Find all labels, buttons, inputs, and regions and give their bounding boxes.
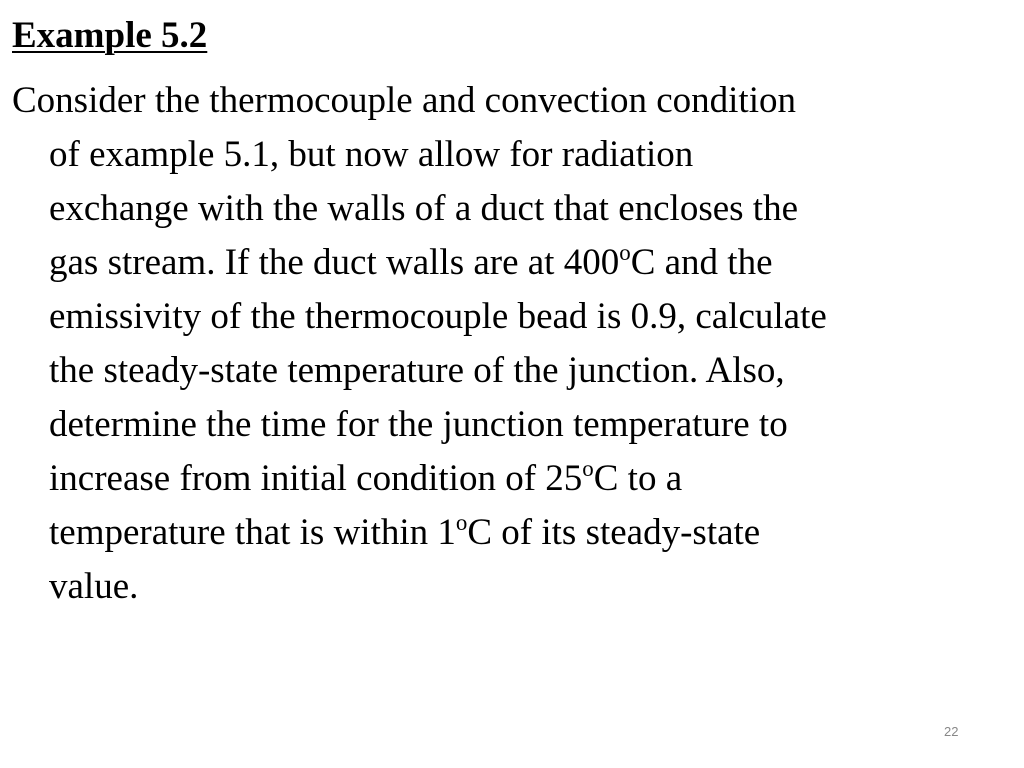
- degree-superscript: o: [455, 509, 468, 535]
- degree-superscript: o: [582, 455, 594, 481]
- text-segment: gas stream. If the duct walls are at 400: [49, 242, 620, 283]
- text-segment: the steady-state temperature of the junction. Also,: [49, 350, 785, 391]
- text-line: [12, 74, 1018, 128]
- page-number: 22: [944, 724, 959, 739]
- text-line: [12, 560, 1018, 614]
- text-segment: C to a: [593, 458, 683, 499]
- text-line: [12, 398, 1018, 452]
- text-segment: value.: [49, 566, 139, 607]
- slide-title: Example 5.2: [12, 15, 208, 56]
- text-segment: C and the: [630, 242, 773, 283]
- degree-superscript: o: [619, 239, 631, 265]
- text-line: [12, 236, 1018, 290]
- text-segment: of example 5.1, but now allow for radiation: [49, 134, 694, 175]
- text-line: [12, 182, 1018, 236]
- text-segment: emissivity of the thermocouple bead is 0.9, calculate: [49, 296, 827, 337]
- text-segment: increase from initial condition of 25: [49, 458, 583, 499]
- text-line: [12, 506, 1018, 560]
- text-line: [12, 452, 1018, 506]
- text-line: [12, 290, 1018, 344]
- text-line: [12, 344, 1018, 398]
- text-segment: C of its steady-state: [467, 512, 761, 553]
- text-segment: determine the time for the junction temperature to: [49, 404, 788, 445]
- text-segment: temperature that is within 1: [49, 512, 456, 553]
- problem-statement: [12, 74, 1018, 614]
- text-segment: Consider the thermocouple and convection condition: [12, 80, 796, 121]
- text-segment: exchange with the walls of a duct that encloses the: [49, 188, 798, 229]
- text-line: [12, 128, 1018, 182]
